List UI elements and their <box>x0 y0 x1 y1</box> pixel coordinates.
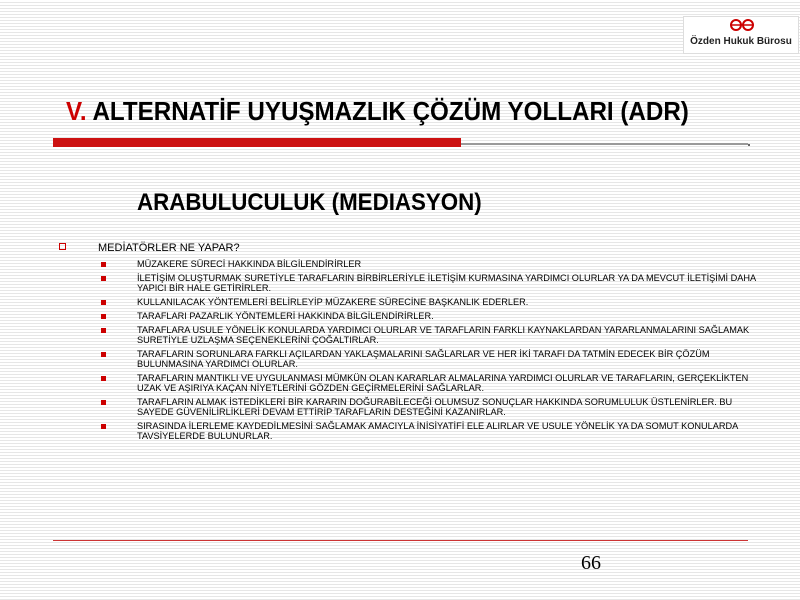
page-number: 66 <box>581 552 601 574</box>
square-bullet-icon <box>101 424 106 429</box>
list-item <box>100 325 760 345</box>
hollow-square-bullet-icon <box>59 243 66 250</box>
question-heading: MEDİATÖRLER NE YAPAR? <box>98 242 240 254</box>
title-underline-gray-line <box>461 143 748 145</box>
square-bullet-icon <box>101 276 106 281</box>
title-number: V. <box>66 96 87 126</box>
list-item-text: MÜZAKERE SÜRECİ HAKKINDA BİLGİLENDİRİRLER <box>137 259 362 269</box>
logo-text: Özden Hukuk Bürosu <box>690 36 792 47</box>
list-item <box>100 421 760 441</box>
square-bullet-icon <box>101 300 106 305</box>
square-bullet-icon <box>101 328 106 333</box>
slide-title <box>66 96 717 127</box>
double-ring-logo-icon <box>728 18 756 32</box>
square-bullet-icon <box>101 352 106 357</box>
list-item-text: SIRASINDA İLERLEME KAYDEDİLMESİNİ SAĞLAMAK AMACIYLA İNİSİYATİFİ ELE ALIRLAR VE USULE YÖNELİK YA DA SOMUT KONULARDA TAVSİYELERDE BULUNURLAR. <box>137 421 738 441</box>
list-item-text: TARAFLARIN SORUNLARA FARKLI AÇILARDAN YAKLAŞMALARINI SAĞLARLAR VE HER İKİ TARAFI DA TATMİN EDECEK BİR ÇÖZÜM BULUNMASINA YARDIMCI OLURLAR. <box>137 349 710 369</box>
list-item <box>100 297 760 307</box>
logo <box>683 16 799 54</box>
list-item-text: TARAFLARA USULE YÖNELİK KONULARDA YARDIMCI OLURLAR VE TARAFLARIN FARKLI KAYNAKLARDAN YARARLANMALARINI SAĞLAMAK SURETİYLE UZLAŞMA SEÇENEKLERİNİ ÇOĞALTIRLAR. <box>137 325 750 345</box>
square-bullet-icon <box>101 400 106 405</box>
list-item-text: TARAFLARI PAZARLIK YÖNTEMLERİ HAKKINDA BİLGİLENDİRİRLER. <box>137 311 434 321</box>
square-bullet-icon <box>101 376 106 381</box>
list-item <box>100 397 760 417</box>
list-item <box>100 273 760 293</box>
underline-dot <box>748 144 750 146</box>
list-item-text: İLETİŞİM OLUŞTURMAK SURETİYLE TARAFLARIN BİRBİRLERİYLE İLETİŞİM KURMASINA YARDIMCI OLURLAR YA DA MEVCUT İLETİŞİMİ DAHA YAPICI BİR HALE GETİRİRLER. <box>137 273 756 293</box>
bullet-list <box>100 259 760 445</box>
list-item <box>100 259 760 269</box>
footer-divider <box>53 540 748 541</box>
square-bullet-icon <box>101 314 106 319</box>
list-item-text: KULLANILACAK YÖNTEMLERİ BELİRLEYİP MÜZAKERE SÜRECİNE BAŞKANLIK EDERLER. <box>137 297 529 307</box>
title-underline-red-bar <box>53 138 461 147</box>
section-subtitle: ARABULUCULUK (MEDIASYON) <box>137 189 482 216</box>
list-item <box>100 311 760 321</box>
list-item-text: TARAFLARIN ALMAK İSTEDİKLERİ BİR KARARIN DOĞURABİLECEĞİ OLUMSUZ SONUÇLAR HAKKINDA SORUMLULUK ÜSTLENİRLER. BU SAYEDE GÜVENİLİRLİKLERİ DEVAM ETTİRİP TARAFLARIN DESTEĞİNİ KAZANIRLAR. <box>137 397 733 417</box>
list-item <box>100 349 760 369</box>
list-item <box>100 373 760 393</box>
list-item-text: TARAFLARIN MANTIKLI VE UYGULANMASI MÜMKÜN OLAN KARARLAR ALMALARINA YARDIMCI OLURLAR VE TARAFLARIN, GERÇEKLİKTEN UZAK VE AŞIRIYA KAÇAN NİYETLERİNİ GÖZDEN GEÇİRMELERİNİ SAĞLARLAR. <box>137 373 749 393</box>
square-bullet-icon <box>101 262 106 267</box>
title-text: ALTERNATİF UYUŞMAZLIK ÇÖZÜM YOLLARI (ADR) <box>92 96 689 126</box>
